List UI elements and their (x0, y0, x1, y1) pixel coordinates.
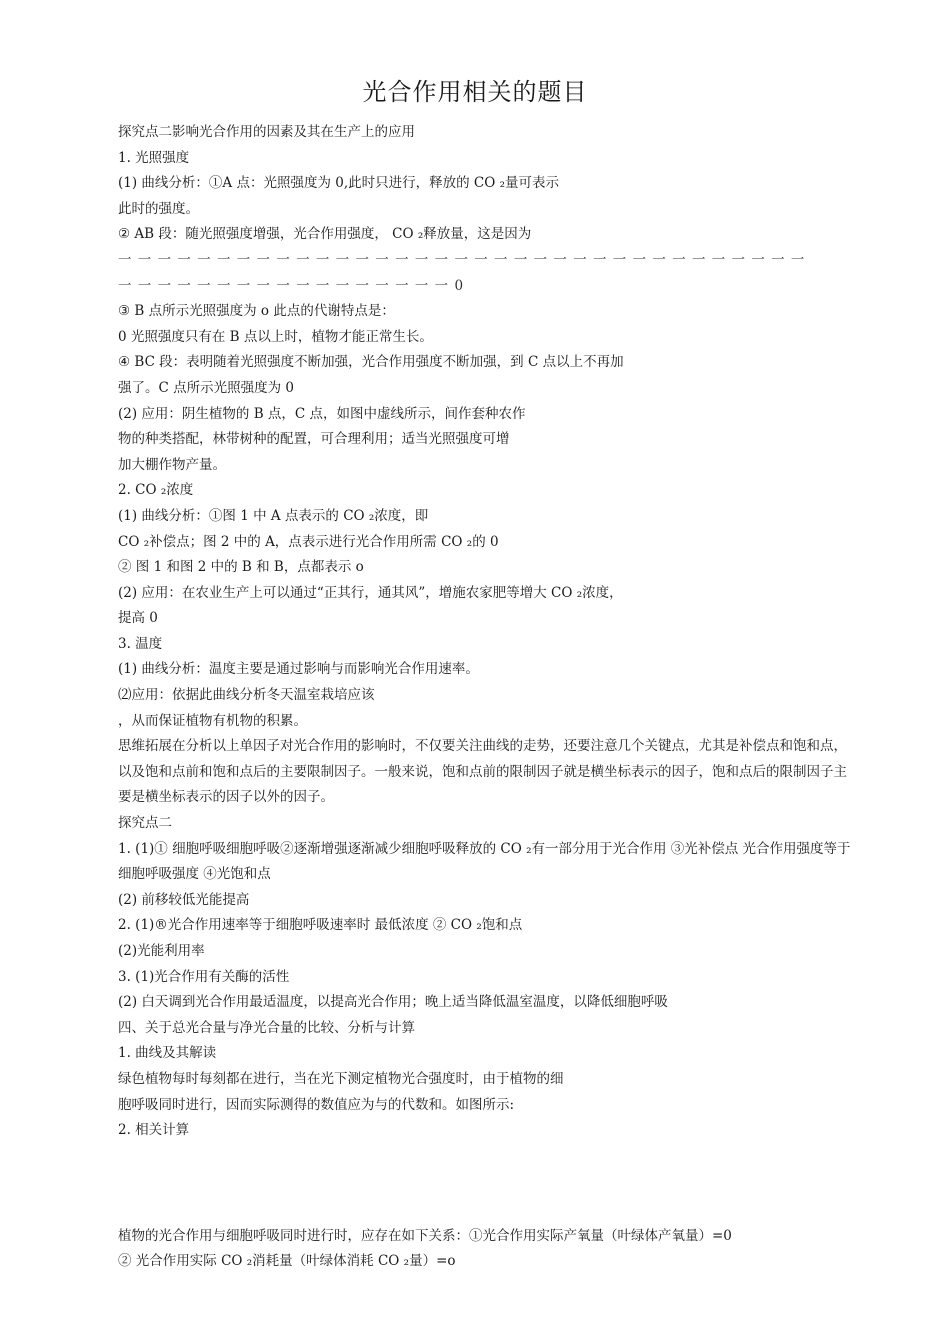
text-line: 胞呼吸同时进行，因而实际测得的数值应为与的代数和。如图所示: (118, 1096, 515, 1113)
figure-gap (118, 1144, 853, 1224)
text-line: 2. CO ₂浓度 (118, 482, 194, 499)
text-line: ⑵应用：依据此曲线分析冬天温室栽培应该 (118, 687, 375, 704)
text-line: (1) 曲线分析：温度主要是通过影响与而影响光合作用速率。 (118, 661, 479, 678)
text-line: 1. 曲线及其解读 (118, 1045, 217, 1062)
text-line: (1) 曲线分析：①图 1 中 A 点表示的 CO ₂浓度，即 (118, 507, 429, 524)
text-line: 2. 相关计算 (118, 1122, 190, 1139)
text-line: (2) 前移较低光能提高 (118, 891, 250, 908)
document-body (118, 120, 853, 1275)
text-line: 四、关于总光合量与净光合量的比较、分析与计算 (118, 1019, 415, 1036)
text-line: 强了。C 点所示光照强度为 0 (118, 379, 295, 396)
text-line: 3. 温度 (118, 635, 163, 652)
paragraph-thinking: 思维拓展在分析以上单因子对光合作用的影响时，不仅要关注曲线的走势，还要注意几个关键点，尤其是补偿点和饱和点，以及饱和点前和饱和点后的主要限制因子。一般来说，饱和点前的限制因子就是横坐标表示的因子，饱和点后的限制因子主要是横坐标表示的因子以外的因子。 (118, 738, 847, 806)
text-line: ④ BC 段：表明随着光照强度不断加强，光合作用强度不断加强，到 C 点以上不再加 (118, 354, 624, 371)
page-title: 光合作用相关的题目 (362, 78, 588, 106)
text-line: ② 图 1 和图 2 中的 B 和 B，点都表示 o (118, 559, 364, 576)
text-line: 3. (1)光合作用有关酶的活性 (118, 968, 290, 985)
text-line: (2)光能利用率 (118, 943, 205, 959)
text-line: 提高 0 (118, 610, 158, 627)
blank-fill-line: 一 一 一 一 一 一 一 一 一 一 一 一 一 一 一 一 一 0 (118, 277, 465, 294)
answer-paragraph: 1. (1)① 细胞呼吸细胞呼吸②逐渐增强逐渐减少细胞呼吸释放的 CO ₂有一部分用于光合作用 ③光补偿点 光合作用强度等于细胞呼吸强度 ④光饱和点 (118, 840, 851, 883)
blank-fill-line: 一 一 一 一 一 一 一 一 一 一 一 一 一 一 一 一 一 一 一 一 一 一 一 一 一 一 一 一 一 一 一 一 一 一 一 (118, 251, 806, 268)
text-line: (2) 应用：在农业生产上可以通过“正其行，通其风”，增施农家肥等增大 CO ₂浓度， (118, 584, 623, 601)
text-line: 加大棚作物产量。 (118, 456, 226, 473)
text-line: 0 光照强度只有在 B 点以上时，植物才能正常生长。 (118, 328, 433, 345)
text-line: 此时的强度。 (118, 200, 199, 217)
text-line: 1. 光照强度 (118, 149, 190, 166)
text-line: (2) 应用：阴生植物的 B 点，C 点，如图中虚线所示，间作套种农作 (118, 405, 526, 422)
section-heading: 探究点二 (118, 815, 172, 832)
text-line: 绿色植物每时每刻都在进行，当在光下测定植物光合强度时，由于植物的细 (118, 1070, 564, 1087)
text-line: 植物的光合作用与细胞呼吸同时进行时，应存在如下关系：①光合作用实际产氧量（叶绿体产氧量）=0 (118, 1227, 732, 1244)
text-line: ③ B 点所示光照强度为 o 此点的代谢特点是： (118, 303, 395, 320)
text-line: 探究点二影响光合作用的因素及其在生产上的应用 (118, 124, 415, 140)
text-line: ② 光合作用实际 CO ₂消耗量（叶绿体消耗 CO ₂量）=o (118, 1253, 456, 1270)
text-line: ，从而保证植物有机物的积累。 (118, 712, 307, 729)
text-line: 物的种类搭配，林带树种的配置，可合理利用；适当光照强度可增 (118, 431, 510, 448)
text-line: CO ₂补偿点；图 2 中的 A，点表示进行光合作用所需 CO ₂的 0 (118, 533, 499, 550)
text-line: (1) 曲线分析：①A 点：光照强度为 0,此时只进行，释放的 CO ₂量可表示 (118, 175, 560, 192)
text-line: (2) 白天调到光合作用最适温度，以提高光合作用；晚上适当降低温室温度，以降低细胞呼吸 (118, 994, 668, 1011)
text-line: 2. (1)®光合作用速率等于细胞呼吸速率时 最低浓度 ② CO ₂饱和点 (118, 917, 523, 934)
text-line: ② AB 段：随光照强度增强，光合作用强度， CO ₂释放量，这是因为 (118, 226, 532, 243)
